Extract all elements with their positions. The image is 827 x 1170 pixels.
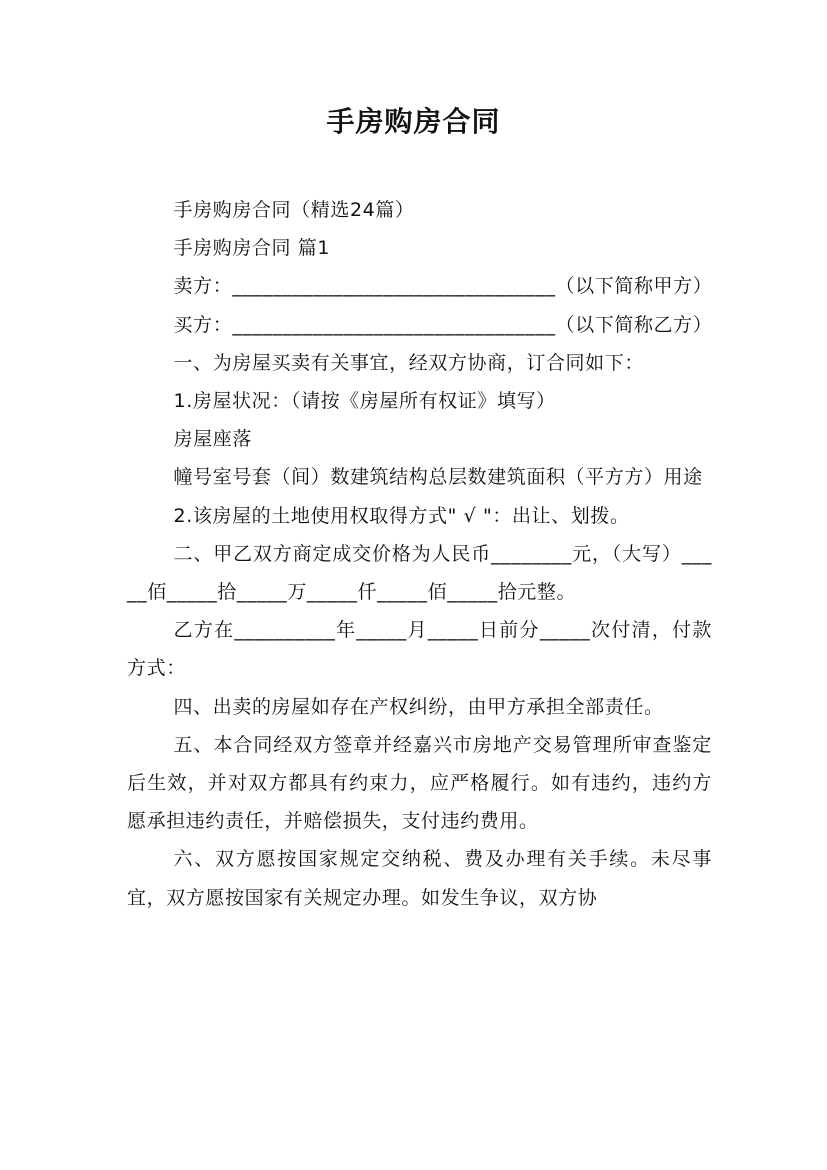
document-body: [127, 191, 712, 917]
paragraph-house-status: 1.房屋状况：（请按《房屋所有权证》填写）: [173, 390, 556, 413]
paragraph-clause-2-price: 二、甲乙双方商定成交价格为人民币________元，（大写）_____佰_____拾_____万_____仟_____佰_____拾元整。: [127, 542, 712, 604]
paragraph-land-use-right: 2.该房屋的土地使用权取得方式" √ "：出让、划拨。: [173, 504, 630, 527]
paragraph-clause-1-intro: 一、为房屋买卖有关事宜，经双方协商，订合同如下：: [173, 351, 644, 374]
paragraph-clause-6: 六、双方愿按国家规定交纳税、费及办理有关手续。未尽事宜，双方愿按国家有关规定办理。如发生争议，双方协: [127, 848, 712, 909]
paragraph-seller: 卖方：________________________________（以下简称甲方）: [173, 275, 713, 298]
paragraph-house-location: 房屋座落: [173, 428, 252, 451]
paragraph-buyer: 买方：________________________________（以下简称乙方）: [173, 313, 713, 336]
paragraph-house-fields: 幢号室号套（间）数建筑结构总层数建筑面积（平方方）用途: [173, 466, 703, 489]
paragraph-subtitle: 手房购房合同（精选24篇）: [173, 199, 415, 221]
paragraph-clause-5: 五、本合同经双方签章并经嘉兴市房地产交易管理所审查鉴定后生效，并对双方都具有约束力，应严格履行。如有违约，违约方愿承担违约责任，并赔偿损失，支付违约费用。: [127, 733, 712, 833]
paragraph-section-heading: 手房购房合同 篇1: [173, 237, 331, 260]
paragraph-payment: 乙方在__________年_____月_____日前分_____次付清，付款方式：: [127, 619, 712, 680]
document-title: 手房购房合同: [326, 105, 501, 138]
paragraph-clause-4: 四、出卖的房屋如存在产权纠纷，由甲方承担全部责任。: [173, 695, 664, 718]
